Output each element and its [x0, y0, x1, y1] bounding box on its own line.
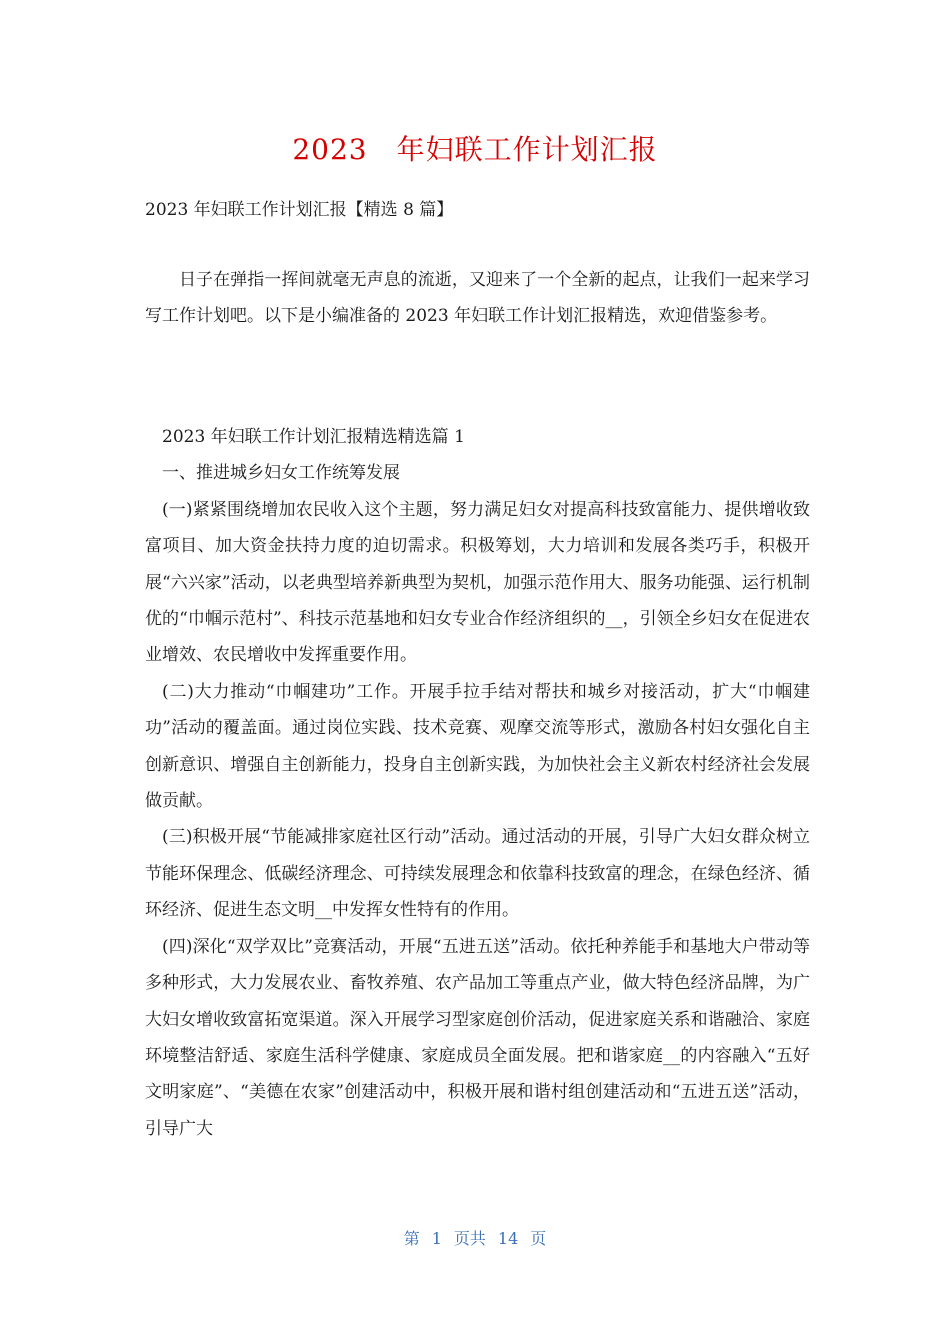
paragraph-2: (二)大力推动“巾帼建功”工作。开展手拉手结对帮扶和城乡对接活动，扩大“巾帼建功”活动的覆盖面。通过岗位实践、技术竞赛、观摩交流等形式，激励各村妇女强化自主创新意识、增强自主创新能力，投身自主创新实践，为加快社会主义新农村经济社会发展做贡献。: [145, 681, 810, 812]
paragraph-4: (四)深化“双学双比”竞赛活动，开展“五进五送”活动。依托种养能手和基地大户带动等多种形式，大力发展农业、畜牧养殖、农产品加工等重点产业，做大特色经济品牌，为广大妇女增收致富拓宽渠道。深入开展学习型家庭创价活动，促进家庭关系和谐融洽、家庭环境整洁舒适、家庭生活科学健康、家庭成员全面发展。把和谐家庭__的内容融入“五好文明家庭”、“美德在农家”创建活动中，积极开展和谐村组创建活动和“五进五送”活动，引导广大: [145, 936, 810, 1139]
section-heading: 2023 年妇联工作计划汇报精选精选篇 1: [162, 427, 465, 447]
footer-page-number: 1: [431, 1229, 442, 1248]
footer-word-yegong: 页共: [453, 1229, 486, 1248]
footer-word-ye: 页: [530, 1229, 547, 1248]
page-footer: [0, 1226, 950, 1249]
paragraph-1: (一)紧紧围绕增加农民收入这个主题，努力满足妇女对提高科技致富能力、提供增收致富项目、加大资金扶持力度的迫切需求。积极筹划，大力培训和发展各类巧手，积极开展“六兴家”活动，以老典型培养新典型为契机，加强示范作用大、服务功能强、运行机制优的“巾帼示范村”、科技示范基地和妇女专业合作经济组织的__，引领全乡妇女在促进农业增效、农民增收中发挥重要作用。: [145, 499, 810, 666]
document-title: 2023 年妇联工作计划汇报: [292, 133, 658, 166]
footer-total-pages: 14: [497, 1229, 519, 1248]
intro-paragraph: 日子在弹指一挥间就毫无声息的流逝，又迎来了一个全新的起点，让我们一起来学习写工作计划吧。以下是小编准备的 2023 年妇联工作计划汇报精选，欢迎借鉴参考。: [145, 270, 810, 327]
section-body: [145, 419, 810, 1147]
document-subtitle: 2023 年妇联工作计划汇报【精选 8 篇】: [145, 200, 454, 220]
paragraph-3: (三)积极开展“节能减排家庭社区行动”活动。通过活动的开展，引导广大妇女群众树立节能环保理念、低碳经济理念、可持续发展理念和依靠科技致富的理念，在绿色经济、循环经济、促进生态文明__中发挥女性特有的作用。: [145, 827, 810, 921]
footer-word-di: 第: [403, 1229, 420, 1248]
section-subheading: 一、推进城乡妇女工作统筹发展: [162, 463, 400, 484]
